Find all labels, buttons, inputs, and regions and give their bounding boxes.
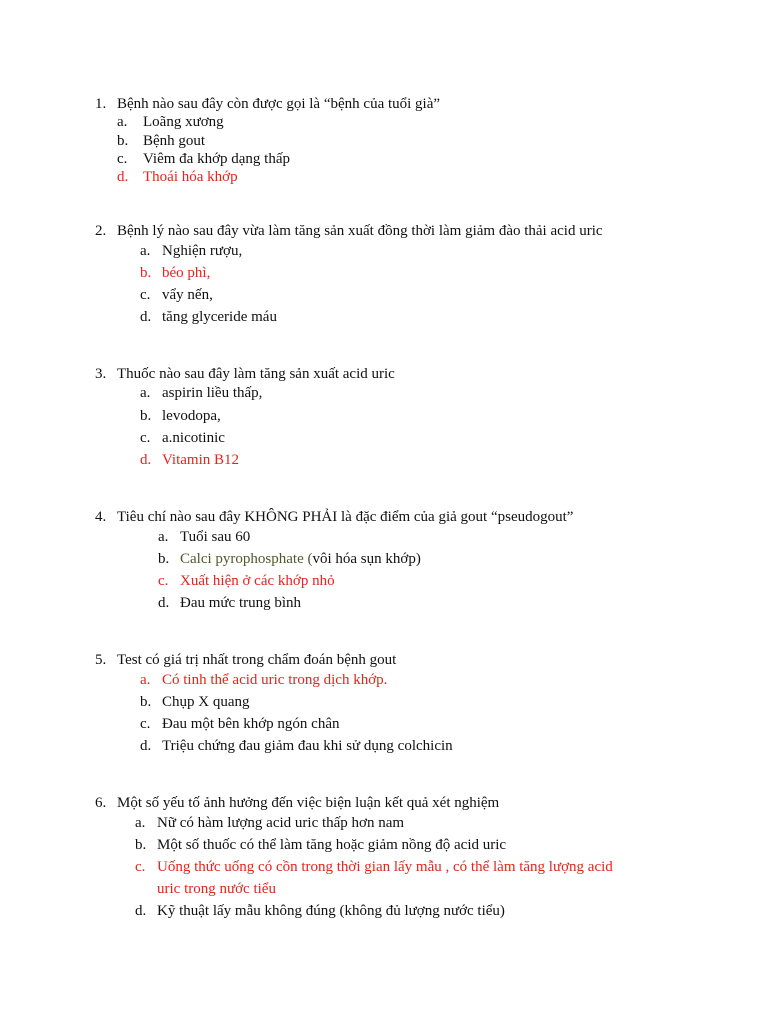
option-text: tăng glyceride máu (162, 309, 277, 325)
question-number: 1. (95, 96, 107, 112)
option-text: Đau một bên khớp ngón chân (162, 716, 340, 732)
question-number: 2. (95, 223, 107, 239)
option-text: a.nicotinic (162, 430, 225, 446)
option-text: aspirin liều thấp, (162, 385, 263, 401)
option-5d (140, 737, 453, 755)
question-number: 5. (95, 652, 107, 668)
option-text: levodopa, (162, 408, 221, 424)
option-1c (117, 150, 290, 168)
option-letter: b. (135, 837, 147, 853)
question-4 (95, 508, 573, 526)
option-5c (140, 715, 339, 733)
option-4a (158, 528, 250, 546)
question-6 (95, 794, 499, 812)
option-6b (135, 836, 506, 854)
option-letter: a. (135, 815, 146, 831)
option-3a (140, 384, 262, 402)
question-number: 6. (95, 795, 107, 811)
question-text: Tiêu chí nào sau đây KHÔNG PHẢI là đặc điểm của giả gout “pseudogout” (117, 509, 574, 525)
option-note: vôi hóa sụn khớp) (312, 551, 421, 567)
option-text: béo phì, (162, 265, 211, 281)
option-letter: a. (140, 385, 151, 401)
option-text: Có tinh thể acid uric trong dịch khớp. (162, 672, 388, 688)
option-letter: c. (158, 573, 169, 589)
option-text: Loãng xương (143, 114, 224, 130)
option-3d-correct (140, 451, 239, 469)
option-text: Vitamin B12 (162, 452, 240, 468)
option-letter: a. (117, 114, 128, 130)
option-text: Uống thức uống có cồn trong thời gian lấy mẫu , có thể làm tăng lượng acid (157, 859, 613, 875)
option-text: Thoái hóa khớp (143, 169, 238, 185)
option-text: Xuất hiện ở các khớp nhỏ (180, 573, 335, 589)
option-6c-correct (135, 858, 613, 876)
option-1b (117, 132, 205, 150)
option-text: Triệu chứng đau giảm đau khi sử dụng colchicin (162, 738, 453, 754)
option-4c-correct (158, 572, 335, 590)
option-5b (140, 693, 250, 711)
option-3c (140, 429, 225, 447)
option-2d (140, 308, 277, 326)
question-5 (95, 651, 396, 669)
option-letter: d. (158, 595, 170, 611)
option-5a-correct (140, 671, 387, 689)
option-letter: c. (140, 430, 151, 446)
option-4d (158, 594, 301, 612)
question-number: 3. (95, 366, 107, 382)
option-letter: a. (158, 529, 169, 545)
option-letter: a. (140, 672, 151, 688)
option-letter: c. (140, 716, 151, 732)
option-letter: d. (135, 903, 147, 919)
question-3 (95, 365, 395, 383)
option-text: Tuổi sau 60 (180, 529, 251, 545)
option-2c (140, 286, 213, 304)
question-text: Thuốc nào sau đây làm tăng sản xuất acid uric (117, 366, 395, 382)
option-letter: c. (140, 287, 151, 303)
option-4b (158, 550, 421, 568)
option-text: Kỹ thuật lấy mẫu không đúng (không đủ lượng nước tiểu) (157, 903, 505, 919)
question-number: 4. (95, 509, 107, 525)
option-1a (117, 113, 224, 131)
option-letter: b. (158, 551, 170, 567)
option-text: Calci pyrophosphate ( (180, 551, 313, 567)
option-2a (140, 242, 242, 260)
option-6c-continuation (157, 880, 276, 898)
option-text-continued: uric trong nước tiểu (157, 881, 276, 897)
option-letter: a. (140, 243, 151, 259)
option-letter: c. (135, 859, 146, 875)
option-text: Viêm đa khớp dạng thấp (143, 151, 290, 167)
question-text: Một số yếu tố ảnh hưởng đến việc biện luận kết quả xét nghiệm (117, 795, 500, 811)
option-letter: d. (117, 169, 129, 185)
option-text: Nữ có hàm lượng acid uric thấp hơn nam (157, 815, 405, 831)
option-6d (135, 902, 505, 920)
option-text: Nghiện rượu, (162, 243, 243, 259)
option-1d-correct (117, 168, 238, 186)
question-text: Test có giá trị nhất trong chẩm đoán bệnh gout (117, 652, 397, 668)
option-3b (140, 407, 221, 425)
option-6a (135, 814, 404, 832)
option-letter: b. (140, 694, 152, 710)
option-letter: c. (117, 151, 128, 167)
option-letter: d. (140, 738, 152, 754)
option-letter: b. (140, 265, 152, 281)
question-1 (95, 95, 440, 113)
option-text: vẩy nến, (162, 287, 213, 303)
option-text: Bệnh gout (143, 133, 206, 149)
question-text: Bệnh lý nào sau đây vừa làm tăng sản xuất đồng thời làm giảm đào thải acid uric (117, 223, 603, 239)
option-text: Một số thuốc có thể làm tăng hoặc giảm nồng độ acid uric (157, 837, 507, 853)
option-letter: d. (140, 309, 152, 325)
question-text: Bệnh nào sau đây còn được gọi là “bệnh của tuổi già” (117, 96, 441, 112)
option-text: Chụp X quang (162, 694, 250, 710)
option-letter: d. (140, 452, 152, 468)
question-2 (95, 222, 603, 240)
option-letter: b. (117, 133, 129, 149)
option-2b-correct (140, 264, 210, 282)
option-letter: b. (140, 408, 152, 424)
option-text: Đau mức trung bình (180, 595, 302, 611)
